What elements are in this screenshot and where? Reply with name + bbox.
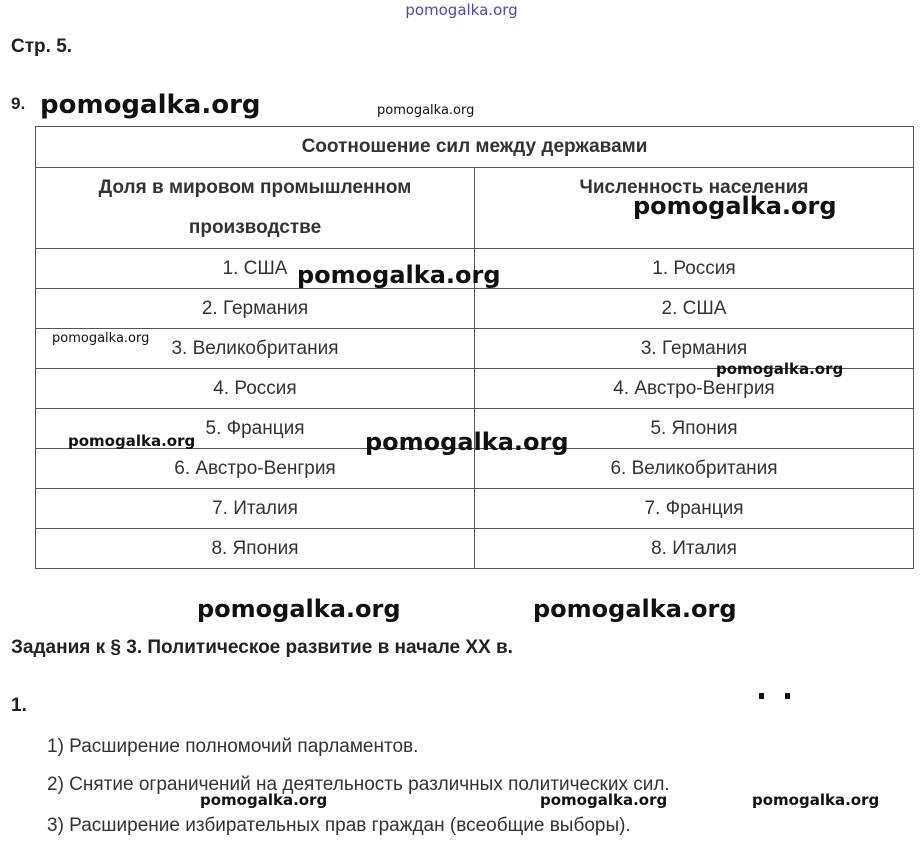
table-cell: 5. Япония [475,409,914,449]
column-header-population: Численность населения [475,168,914,249]
watermark: pomogalka.org [40,90,261,120]
table-cell: 6. Великобритания [475,449,914,489]
watermark: pomogalka.org [68,432,196,450]
watermark: pomogalka.org [200,791,328,809]
table-cell: 8. Италия [475,529,914,569]
list-number: 1. [11,695,27,716]
table-cell: 5. Франция [36,409,475,449]
table-cell: 7. Италия [36,489,475,529]
table-title: Соотношение сил между державами [36,127,914,168]
table-cell: 4. Австро-Венгрия [475,369,914,409]
table-cell: 3. Германия [475,329,914,369]
column-header-industry: Доля в мировом промышленном производстве [36,168,475,249]
list-item: 2) Снятие ограничений на деятельность различных политических сил. [47,774,670,795]
table-cell: 2. США [475,289,914,329]
watermark: pomogalka.org [633,192,837,220]
table-cell: 4. Россия [36,369,475,409]
table-cell: 3. Великобритания [36,329,475,369]
table-cell: 1. Россия [475,249,914,289]
watermark: pomogalka.org [540,791,668,809]
table-cell: 6. Австро-Венгрия [36,449,475,489]
table-cell: 7. Франция [475,489,914,529]
watermark: pomogalka.org [752,791,880,809]
watermark: pomogalka.org [716,360,844,378]
section-title: Задания к § 3. Политическое развитие в начале XX в. [11,637,513,658]
dot-mark [785,693,790,699]
watermark: pomogalka.org [533,595,737,623]
watermark: pomogalka.org [52,331,150,346]
page-reference: Стр. 5. [11,36,73,57]
table-row [36,529,914,569]
table-row [36,289,914,329]
table-row [36,489,914,529]
watermark-top: pomogalka.org [405,1,518,19]
table-cell: 2. Германия [36,289,475,329]
watermark: pomogalka.org [377,103,475,118]
list-item: 3) Расширение избирательных прав граждан (всеобщие выборы). [47,815,631,836]
table-cell: 1. США [36,249,475,289]
watermark: pomogalka.org [365,428,569,456]
table-cell: 8. Япония [36,529,475,569]
watermark: pomogalka.org [297,261,501,289]
list-item: 1) Расширение полномочий парламентов. [47,736,419,757]
watermark: pomogalka.org [197,595,401,623]
dot-mark [759,693,764,699]
task-number: 9. [11,94,26,113]
